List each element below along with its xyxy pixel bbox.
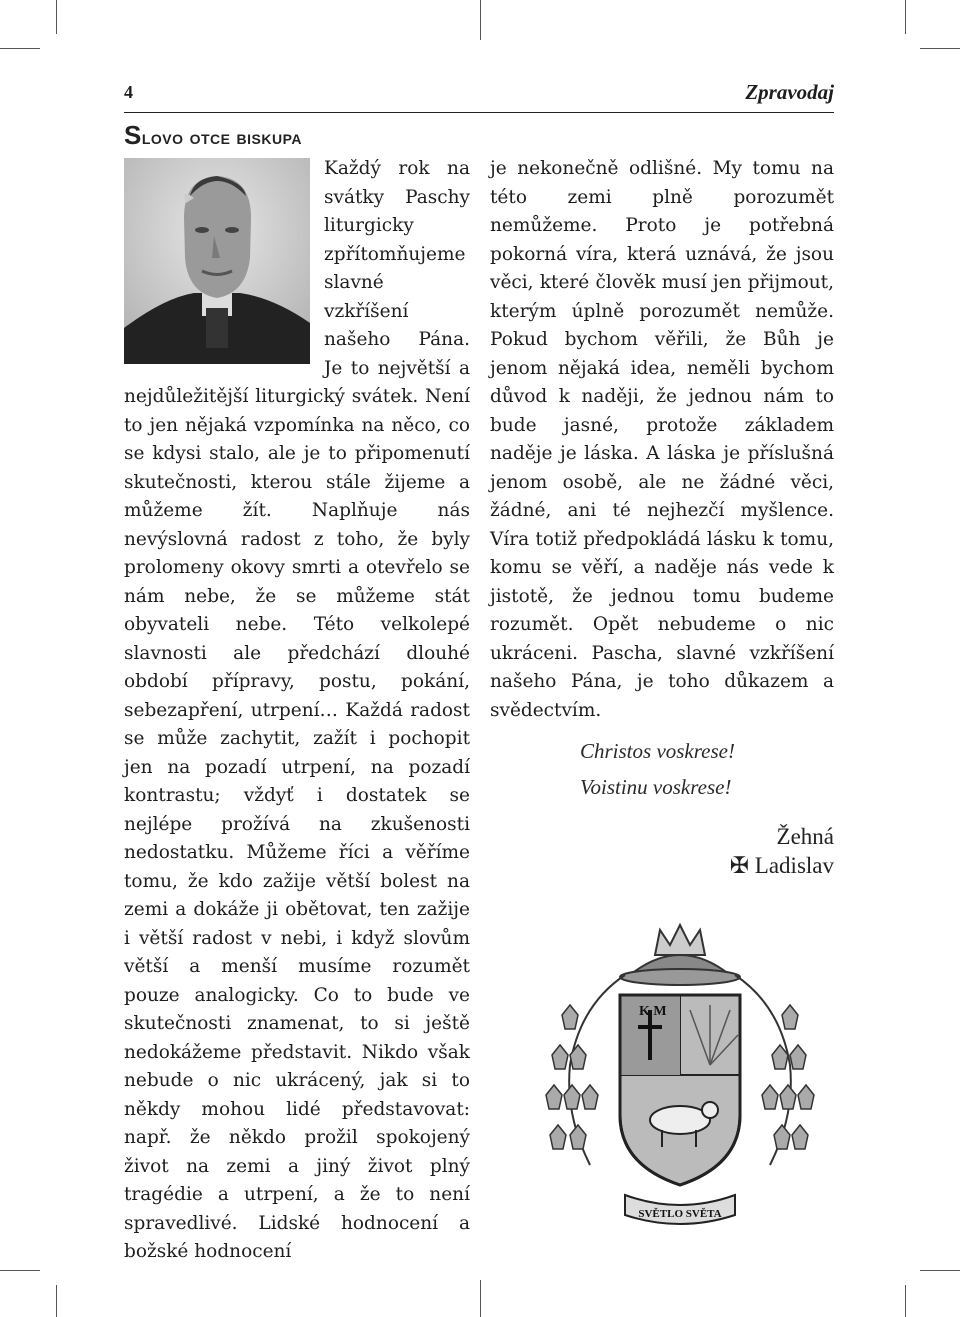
page-header [124,78,834,113]
greeting-line: Christos voskrese! [580,739,735,763]
signature-name: Ladislav [754,853,834,878]
greeting-line: Voistinu voskrese! [580,775,732,799]
coat-motto: SVĚTLO SVĚTA [638,1208,722,1220]
crop-mark [905,0,906,34]
crop-mark [920,1270,960,1271]
crop-mark [56,0,57,34]
crop-mark [0,1270,40,1271]
publication-title: Zpravodaj [745,80,834,104]
right-column [490,155,834,725]
left-column [124,155,470,1267]
title-initial: S [124,120,142,150]
blessing-word: Žehná [776,824,834,849]
article-paragraph: je nekonečně odlišné. My tomu na této zemi plně porozumět nemůžeme. Proto je potřebná pokorná víra, která uznává, že jsou věci, které člověk musí jen přijmout, kterým úplně porozumět nemůže. Pokud bychom věřili, že Bůh je jenom nějaká idea, neměli bychom důvod k naději, že jednou nám to bude jasné, protože základem naděje je láska. A láska je příslušná jenom osobě, ale ne žádné věci, žádné, ani té nejhezčí myšlence. Víra totiž předpokládá lásku k tomu, komu se věří, a naděje nás vede k jistotě, že jednou tomu budeme rozumět. Opět nebudeme o nic ukráceni. Pascha, slavné vzkříšení našeho Pána, je toho důkazem a svědectvím. [490,158,834,721]
title-rest: lovo otce biskupa [141,127,302,149]
crop-mark [56,1285,57,1317]
crop-mark [480,0,481,40]
bishop-photo [124,158,310,364]
crop-mark [920,48,960,49]
crop-mark [480,1280,481,1317]
easter-greeting [580,733,735,805]
article-title [124,120,302,151]
article-paragraph: Každý rok na svátky Paschy liturgicky zpřítomňujeme slavné vzkříšení našeho Pána. Je to největší a nejdůležitější liturgický svátek. Není to jen nějaká vzpomínka na něco, co se kdysi stalo, ale je to připomenutí skutečnosti, kterou stále žijeme a můžeme žít. Naplňuje nás nevýslovná radost z toho, že byly prolomeny okovy smrti a otevřelo se nám nebe, že se můžeme stát obyvateli nebe. Této velkolepé slavnosti ale předchází dlouhé období přípravy, postu, pokání, sebezapření, utrpení… Každá radost se může zachytit, zažít i pochopit jen na pozadí utrpení, na pozadí kontrastu; vždyť i dostatek se nejlépe prožívá na zkušenosti nedostatku. Můžeme říci a věříme tomu, že kdo zažije větší bolest na zemi a dokáže ji obětovat, ten zažije i větší radost v nebi, i když slovům větší a menší musíme rozumět pouze analogicky. Co to bude ve skutečnosti znamenat, to si ještě nedokážeme představit. Nikdo však nebude o nic ukrácený, jak si to někdy mohou lidé představovat: např. že někdo prožil spokojený život na zemi a jiný život plný tragédie a utrpení, a že to není spravedlivé. Lidské hodnocení a božské hodnocení [124,158,470,1262]
coat-monogram: K M [639,1004,667,1019]
coat-of-arms [540,915,820,1235]
crop-mark [0,48,40,49]
signature-block [730,822,834,880]
page-number: 4 [124,82,133,102]
signature [730,851,834,880]
cross-icon: ✠ [729,853,750,878]
crop-mark [905,1285,906,1317]
